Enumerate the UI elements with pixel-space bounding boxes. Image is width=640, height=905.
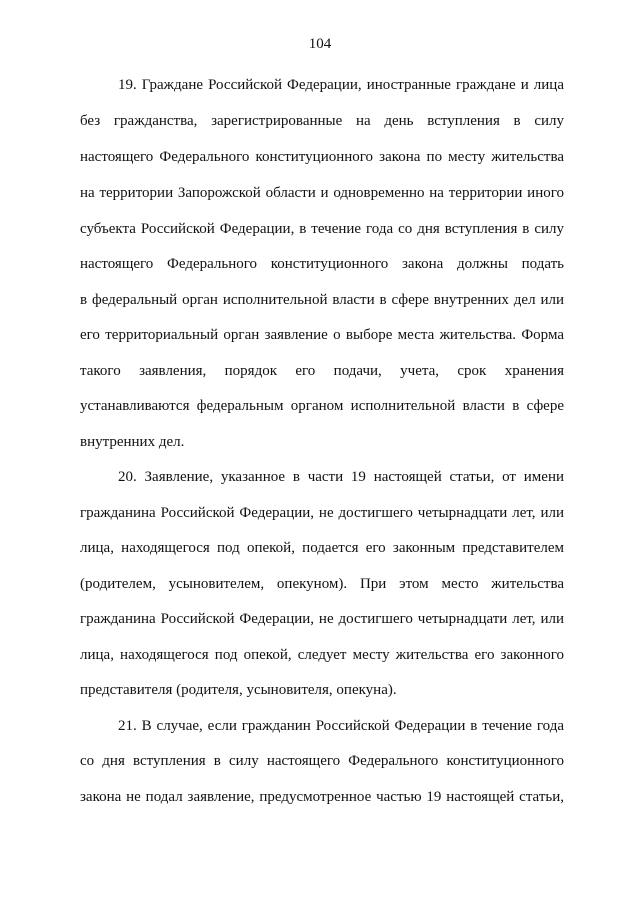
text-line: 21. В случае, если гражданин Российской Федерации в течение года — [118, 718, 564, 734]
text-line: лица, находящегося под опекой, следует месту жительства его законного — [80, 647, 564, 663]
text-line: без гражданства, зарегистрированные на день вступления в силу — [80, 113, 564, 129]
text-line: гражданина Российской Федерации, не достигшего четырнадцати лет, или — [80, 505, 564, 521]
text-line: со дня вступления в силу настоящего Федерального конституционного — [80, 753, 564, 769]
text-line: (родителем, усыновителем, опекуном). При этом место жительства — [80, 576, 564, 592]
text-line: лица, находящегося под опекой, подается его законным представителем — [80, 540, 564, 556]
text-line: закона не подал заявление, предусмотренное частью 19 настоящей статьи, — [80, 789, 564, 805]
text-line: внутренних дел. — [80, 434, 185, 450]
text-line: субъекта Российской Федерации, в течение года со дня вступления в силу — [80, 221, 564, 237]
text-line: настоящего Федерального конституционного закона должны подать — [80, 256, 564, 272]
text-line: настоящего Федерального конституционного закона по месту жительства — [80, 149, 564, 165]
text-line: его территориальный орган заявление о выборе места жительства. Форма — [80, 327, 564, 343]
text-line: на территории Запорожской области и одновременно на территории иного — [80, 185, 564, 201]
text-line: 19. Граждане Российской Федерации, иностранные граждане и лица — [118, 77, 564, 93]
text-line: в федеральный орган исполнительной власти в сфере внутренних дел или — [80, 292, 564, 308]
text-line: устанавливаются федеральным органом исполнительной власти в сфере — [80, 398, 564, 414]
text-line: 20. Заявление, указанное в части 19 настоящей статьи, от имени — [118, 469, 564, 485]
text-line: такого заявления, порядок его подачи, учета, срок хранения — [80, 363, 564, 379]
text-line: представителя (родителя, усыновителя, опекуна). — [80, 682, 397, 698]
page-number: 104 — [308, 36, 332, 52]
text-line: гражданина Российской Федерации, не достигшего четырнадцати лет, или — [80, 611, 564, 627]
